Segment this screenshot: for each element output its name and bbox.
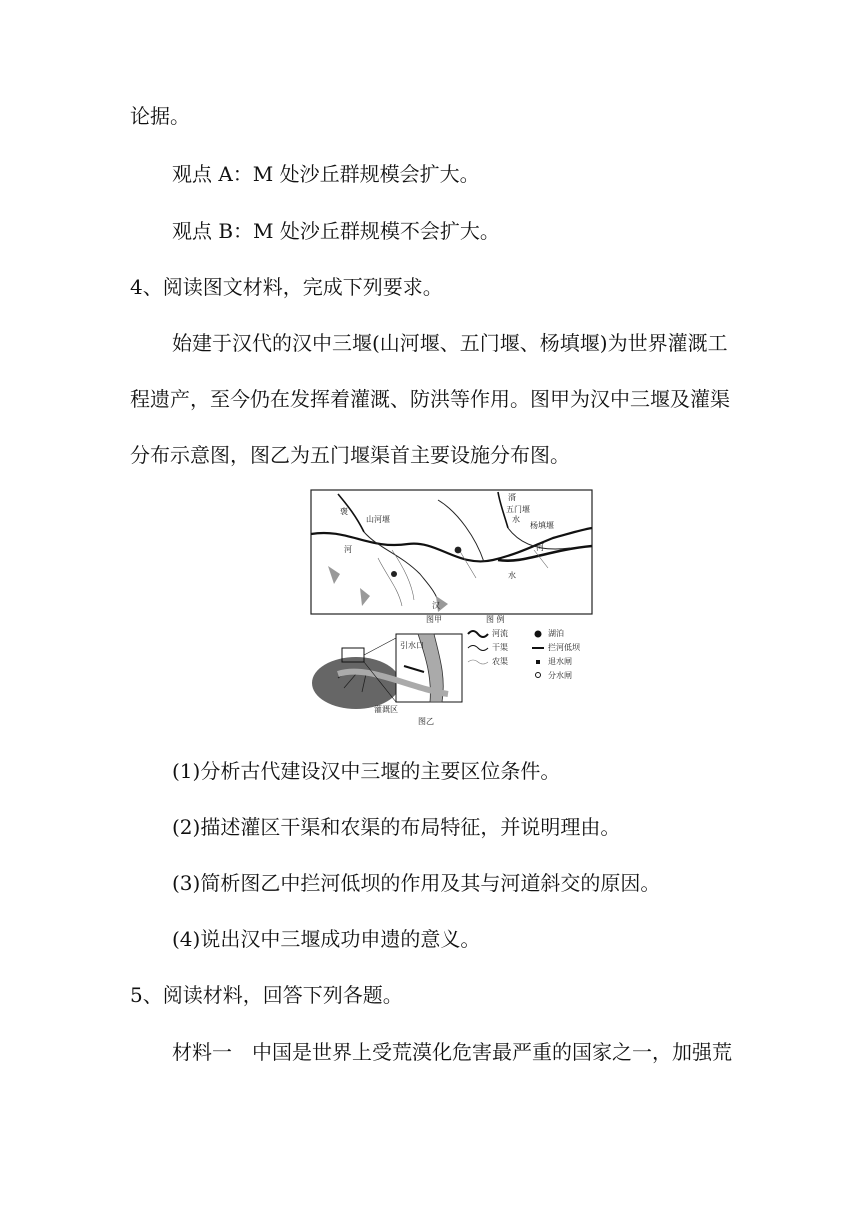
map-label: 五门堰 (506, 505, 530, 514)
map-label: 杨填堰 (530, 521, 554, 530)
paragraph-line: 程遗产，至今仍在发挥着灌溉、防洪等作用。图甲为汉中三堰及灌渠 (130, 387, 730, 411)
paragraph-line: 始建于汉代的汉中三堰(山河堰、五门堰、杨填堰)为世界灌溉工 (172, 331, 728, 355)
text-line: 论据。 (130, 104, 190, 128)
irrigation-area-label: 灌溉区 (374, 705, 398, 714)
question-5-heading: 5、阅读材料，回答下列各题。 (130, 983, 403, 1007)
legend-drain-gate: 退水闸 (548, 657, 572, 666)
paragraph-line: 分布示意图，图乙为五门堰渠首主要设施分布图。 (130, 443, 570, 467)
map-label: 湑 (508, 493, 516, 502)
map-label: 汉 (432, 601, 440, 610)
map-label: 水 (512, 515, 520, 524)
legend-main-canal: 干渠 (492, 643, 508, 652)
legend-farm-canal: 农渠 (492, 657, 508, 666)
legend-dam: 拦河低坝 (548, 643, 580, 652)
question-4-2: (2)描述灌区干渠和农渠的布局特征，并说明理由。 (172, 815, 621, 839)
viewpoint-a: 观点 A：M 处沙丘群规模会扩大。 (172, 162, 480, 186)
map-label: 褒 (340, 507, 348, 516)
hanzhong-weirs-figure (308, 488, 604, 728)
map-label: 水 (508, 571, 516, 580)
legend-lake: 湖泊 (548, 629, 564, 638)
question-4-3: (3)简析图乙中拦河低坝的作用及其与河道斜交的原因。 (172, 871, 661, 895)
map-label: 河 (536, 543, 544, 552)
legend-river: 河流 (492, 629, 508, 638)
legend-divide-gate: 分水闸 (548, 671, 572, 680)
map-label: 山河堰 (366, 515, 390, 524)
intake-label: 引水口 (400, 641, 424, 650)
figure-b-caption: 图乙 (418, 717, 434, 726)
map-label: 河 (344, 545, 352, 554)
question-4-heading: 4、阅读图文材料，完成下列要求。 (130, 275, 443, 299)
question-4-1: (1)分析古代建设汉中三堰的主要区位条件。 (172, 759, 561, 783)
question-4-4: (4)说出汉中三堰成功申遗的意义。 (172, 927, 481, 951)
material-1-line: 材料一 中国是世界上受荒漠化危害最严重的国家之一，加强荒 (172, 1040, 732, 1064)
figure-a-caption: 图甲 (426, 615, 442, 624)
legend-title: 图 例 (486, 615, 505, 624)
viewpoint-b: 观点 B：M 处沙丘群规模不会扩大。 (172, 219, 500, 243)
